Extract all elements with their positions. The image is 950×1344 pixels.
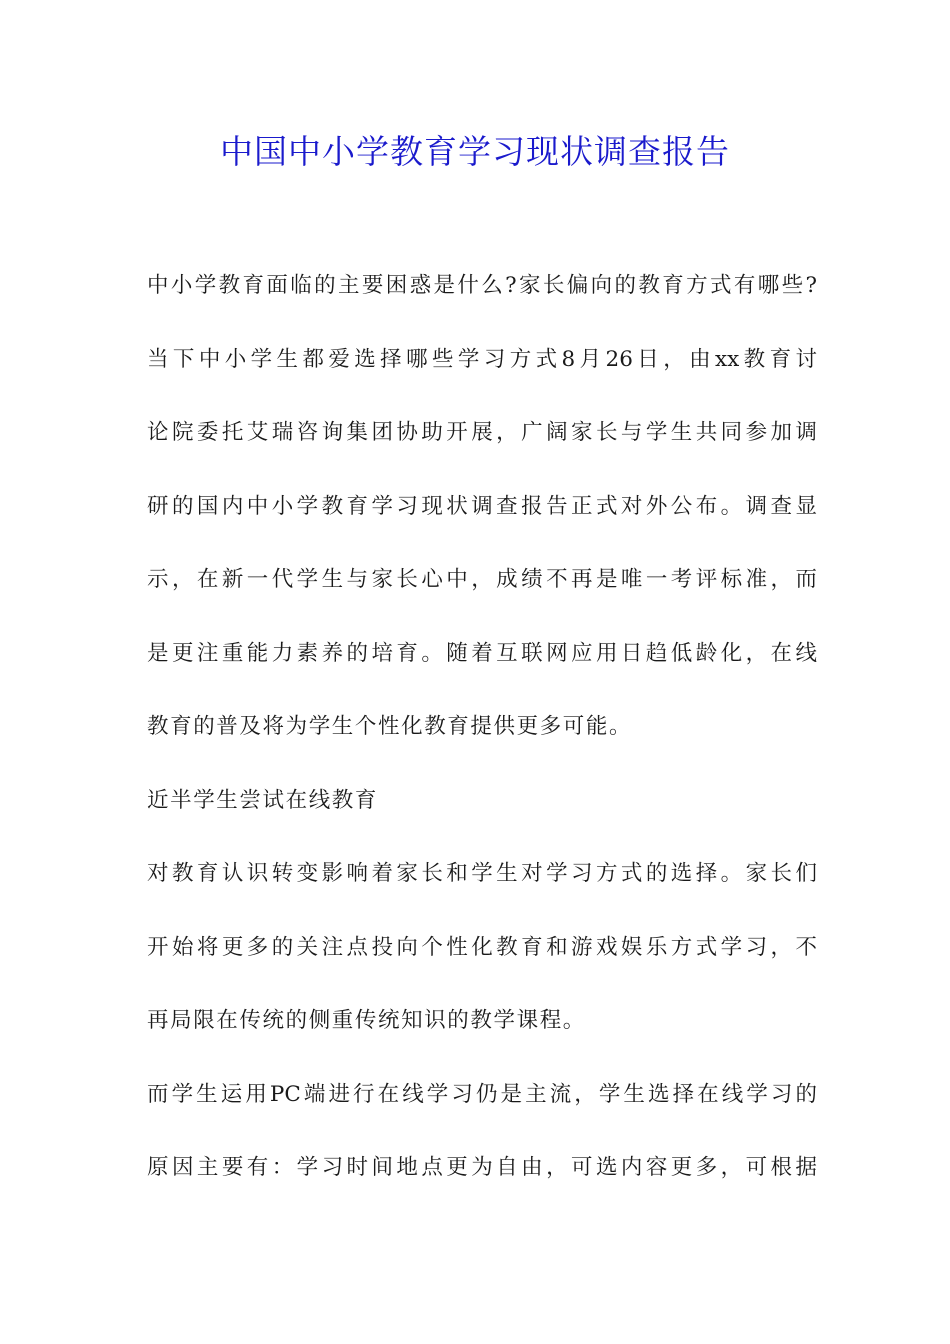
paragraph-line: 论院委托艾瑞咨询集团协助开展，广阔家长与学生共同参加调: [147, 420, 817, 445]
paragraph-line: 是更注重能力素养的培育。随着互联网应用日趋低龄化，在线: [147, 640, 817, 666]
document-title: 中国中小学教育学习现状调查报告: [220, 132, 730, 171]
paragraph-line: 而学生运用PC端进行在线学习仍是主流，学生选择在线学习的: [147, 1081, 817, 1107]
section-heading: 近半学生尝试在线教育: [147, 787, 379, 813]
paragraph-line: 教育的普及将为学生个性化教育提供更多可能。: [147, 714, 633, 739]
paragraph-line: 对教育认识转变影响着家长和学生对学习方式的选择。家长们: [147, 861, 817, 886]
paragraph-line: 再局限在传统的侧重传统知识的教学课程。: [147, 1008, 586, 1033]
document-body: [147, 262, 817, 1218]
paragraph-line: 研的国内中小学教育学习现状调查报告正式对外公布。调查显: [147, 493, 817, 519]
paragraph-line: 原因主要有：学习时间地点更为自由，可选内容更多，可根据: [147, 1155, 817, 1180]
paragraph-line: 中小学教育面临的主要困惑是什么?家长偏向的教育方式有哪些?: [147, 273, 817, 298]
paragraph-line: 当下中小学生都爱选择哪些学习方式8月26日，由xx教育讨: [147, 346, 817, 372]
paragraph-line: 开始将更多的关注点投向个性化教育和游戏娱乐方式学习，不: [147, 934, 817, 960]
paragraph-line: 示，在新一代学生与家长心中，成绩不再是唯一考评标准，而: [147, 567, 817, 592]
